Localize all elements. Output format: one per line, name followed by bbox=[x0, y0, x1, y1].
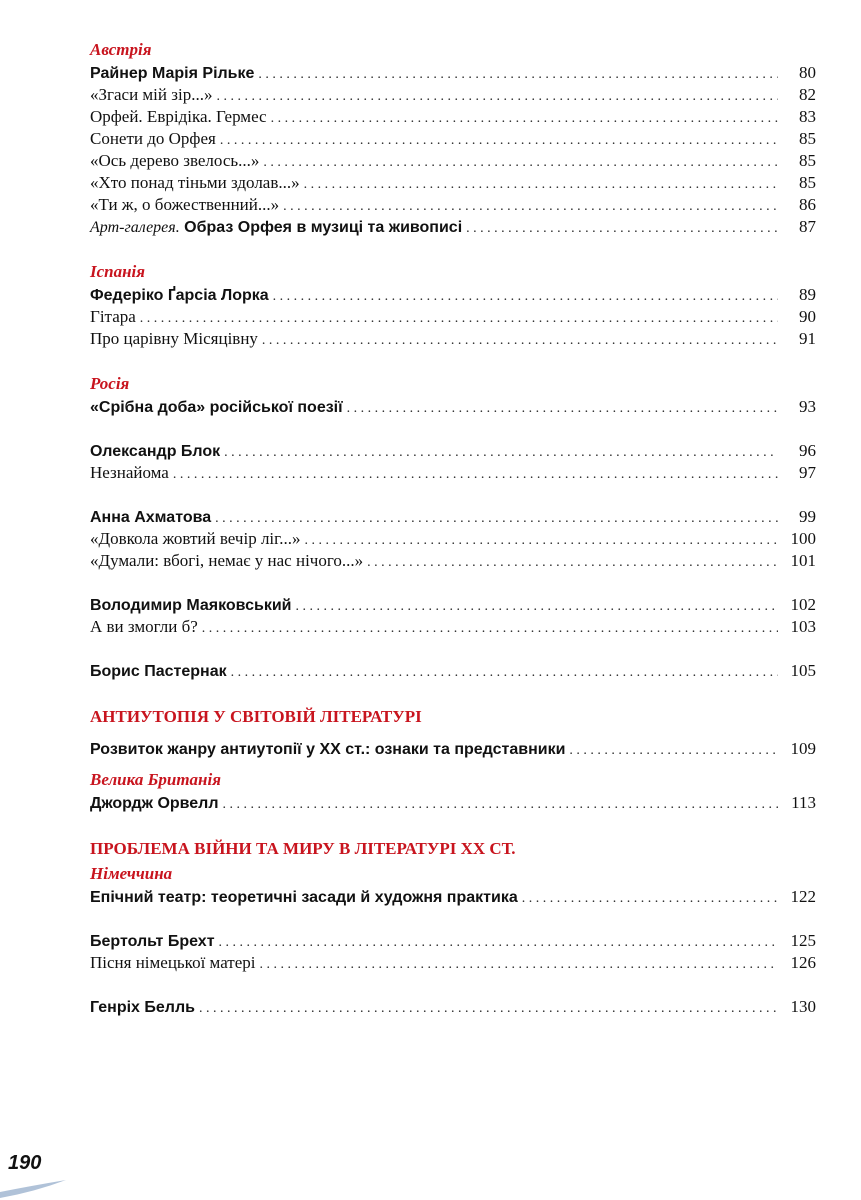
toc-entry-title bbox=[90, 306, 136, 328]
dot-leader bbox=[258, 64, 778, 86]
toc-entry-title-text: Генріх Белль bbox=[90, 999, 195, 1016]
toc-entry-title-text: Сонети до Орфея bbox=[90, 129, 216, 148]
toc-entry-page: 85 bbox=[799, 173, 816, 192]
dot-leader bbox=[263, 152, 778, 174]
toc-entry[interactable] bbox=[90, 62, 816, 84]
toc-entry-title bbox=[90, 661, 227, 683]
spacer bbox=[90, 814, 816, 836]
toc-entry-page: 113 bbox=[791, 793, 816, 812]
toc-entry[interactable] bbox=[90, 550, 816, 572]
toc-entry-title-text: Анна Ахматова bbox=[90, 509, 212, 526]
toc-entry-title-text: «Думали: вбогі, немає у нас нічого...» bbox=[90, 551, 364, 570]
toc-entry[interactable] bbox=[90, 284, 816, 306]
toc-entry-title bbox=[90, 328, 258, 350]
toc-entry-title bbox=[90, 952, 256, 974]
spacer bbox=[90, 974, 816, 996]
spacer bbox=[90, 238, 816, 260]
toc-entry-title bbox=[90, 595, 292, 617]
toc-entry-page: 103 bbox=[790, 617, 816, 636]
dot-leader bbox=[522, 888, 778, 910]
toc-entry-title-text: Володимир Маяковський bbox=[90, 597, 292, 614]
toc-entry-title-text: Розвиток жанру антиутопії у ХХ ст.: ознаки та представники bbox=[90, 741, 566, 758]
section-heading: АНТИУТОПІЯ У СВІТОВІЙ ЛІТЕРАТУРІ bbox=[90, 707, 422, 726]
dot-leader bbox=[262, 330, 778, 352]
country-heading: Німеччина bbox=[90, 864, 173, 883]
toc-entry[interactable] bbox=[90, 930, 816, 952]
toc-entry-page: 96 bbox=[799, 441, 816, 460]
toc-entry[interactable] bbox=[90, 172, 816, 194]
toc-entry-title-text: Федеріко Ґарсіа Лорка bbox=[90, 287, 269, 304]
spacer bbox=[90, 572, 816, 594]
toc-entry-title-text: «Хто понад тіньми здолав...» bbox=[90, 173, 300, 192]
toc-entry-page: 102 bbox=[790, 595, 816, 614]
toc-entry-title bbox=[90, 441, 220, 463]
toc-entry-page: 87 bbox=[799, 217, 816, 236]
dot-leader bbox=[569, 740, 778, 762]
toc-entry-title-text: Гітара bbox=[90, 307, 136, 326]
toc-entry-page: 100 bbox=[790, 529, 816, 548]
dot-leader bbox=[347, 398, 778, 420]
toc-entry-page: 86 bbox=[799, 195, 816, 214]
toc-entry-page: 83 bbox=[799, 107, 816, 126]
toc-entry-page: 80 bbox=[799, 63, 816, 82]
toc-entry[interactable] bbox=[90, 440, 816, 462]
toc-entry-title bbox=[90, 887, 518, 909]
toc-entry-title bbox=[90, 194, 279, 216]
toc-entry[interactable] bbox=[90, 462, 816, 484]
page-number: 190 bbox=[8, 1152, 42, 1174]
dot-leader bbox=[283, 196, 778, 218]
dot-leader bbox=[220, 130, 778, 152]
toc-entry[interactable] bbox=[90, 306, 816, 328]
toc-entry[interactable] bbox=[90, 660, 816, 682]
section-heading: ПРОБЛЕМА ВІЙНИ ТА МИРУ В ЛІТЕРАТУРІ ХХ СТ. bbox=[90, 839, 516, 858]
toc-entry-page: 85 bbox=[799, 151, 816, 170]
dot-leader bbox=[367, 552, 778, 574]
toc-entry-title-text: А ви змогли б? bbox=[90, 617, 198, 636]
toc-entry-title bbox=[90, 931, 215, 953]
toc-entry-page: 91 bbox=[799, 329, 816, 348]
toc-entry-page: 99 bbox=[799, 507, 816, 526]
toc-entry-title-text: «Згаси мій зір...» bbox=[90, 85, 213, 104]
toc-entry[interactable] bbox=[90, 506, 816, 528]
toc-entry-title bbox=[90, 507, 211, 529]
spacer bbox=[90, 484, 816, 506]
toc-entry-page: 130 bbox=[790, 997, 816, 1016]
toc-entry-title bbox=[90, 172, 300, 194]
toc-entry-title-text: Бертольт Брехт bbox=[90, 933, 215, 950]
toc-entry-title-text: Про царівну Місяцівну bbox=[90, 329, 258, 348]
toc-entry-title bbox=[90, 63, 254, 85]
country-heading: Росія bbox=[90, 374, 130, 393]
dot-leader bbox=[296, 596, 778, 618]
dot-leader bbox=[304, 174, 778, 196]
toc-entry-title-text: Пісня німецької матері bbox=[90, 953, 256, 972]
toc-entry-title bbox=[90, 217, 462, 239]
toc-entry-page: 90 bbox=[799, 307, 816, 326]
toc-entry-title-text: Джордж Орвелл bbox=[90, 795, 219, 812]
toc-entry-title-text: Образ Орфея в музиці та живописі bbox=[184, 219, 463, 236]
toc-entry-title bbox=[90, 528, 300, 550]
toc-entry-title bbox=[90, 550, 363, 572]
toc-entry[interactable] bbox=[90, 996, 816, 1018]
toc-entry-page: 105 bbox=[790, 661, 816, 680]
dot-leader bbox=[215, 508, 778, 530]
toc-entry[interactable] bbox=[90, 150, 816, 172]
dot-leader bbox=[304, 530, 778, 552]
toc-entry[interactable] bbox=[90, 594, 816, 616]
dot-leader bbox=[216, 86, 778, 108]
toc-entry-page: 125 bbox=[790, 931, 816, 950]
toc-entry-title bbox=[90, 150, 259, 172]
dot-leader bbox=[173, 464, 778, 486]
toc-entry[interactable] bbox=[90, 128, 816, 150]
spacer bbox=[90, 908, 816, 930]
toc-entry[interactable] bbox=[90, 952, 816, 974]
toc-entry-title bbox=[90, 997, 195, 1019]
toc-entry-page: 82 bbox=[799, 85, 816, 104]
country-heading: Іспанія bbox=[90, 262, 146, 281]
toc-entry-title bbox=[90, 84, 212, 106]
dot-leader bbox=[260, 954, 778, 976]
toc-entry[interactable] bbox=[90, 738, 816, 760]
toc-entry-title-text: «Срібна доба» російської поезії bbox=[90, 399, 343, 416]
toc-entry[interactable] bbox=[90, 328, 816, 350]
toc-entry-page: 97 bbox=[799, 463, 816, 482]
toc-entry[interactable] bbox=[90, 194, 816, 216]
dot-leader bbox=[219, 932, 778, 954]
dot-leader bbox=[199, 998, 778, 1020]
toc-entry-title bbox=[90, 285, 269, 307]
dot-leader bbox=[271, 108, 778, 130]
toc-entry[interactable] bbox=[90, 886, 816, 908]
dot-leader bbox=[466, 218, 778, 240]
dot-leader bbox=[140, 308, 778, 330]
toc-entry-prefix: Арт-галерея. bbox=[90, 219, 180, 236]
toc-entry-title-text: Епічний театр: теоретичні засади й художня практика bbox=[90, 889, 518, 906]
dot-leader bbox=[202, 618, 778, 640]
spacer bbox=[90, 418, 816, 440]
dot-leader bbox=[224, 442, 778, 464]
toc-entry[interactable] bbox=[90, 84, 816, 106]
spacer bbox=[90, 682, 816, 704]
toc-entry-title bbox=[90, 462, 169, 484]
toc-entry[interactable] bbox=[90, 396, 816, 418]
spacer bbox=[90, 350, 816, 372]
toc-entry-title bbox=[90, 793, 219, 815]
toc-entry-title-text: «Ти ж, о божественний...» bbox=[90, 195, 280, 214]
toc-entry[interactable] bbox=[90, 792, 816, 814]
country-heading: Велика Британія bbox=[90, 770, 221, 789]
toc-entry-title bbox=[90, 397, 343, 419]
toc-entry-title-text: Борис Пастернак bbox=[90, 663, 227, 680]
dot-leader bbox=[273, 286, 778, 308]
toc-entry[interactable] bbox=[90, 106, 816, 128]
toc-entry-title bbox=[90, 106, 267, 128]
toc-entry-page: 85 bbox=[799, 129, 816, 148]
spacer bbox=[90, 638, 816, 660]
toc-entry-title-text: Олександр Блок bbox=[90, 443, 221, 460]
toc-entry-page: 89 bbox=[799, 285, 816, 304]
toc-entry[interactable] bbox=[90, 528, 816, 550]
dot-leader bbox=[223, 794, 778, 816]
toc-entry-page: 122 bbox=[790, 887, 816, 906]
toc-entry[interactable] bbox=[90, 616, 816, 638]
toc-entry-title-text: Райнер Марія Рільке bbox=[90, 65, 255, 82]
dot-leader bbox=[231, 662, 778, 684]
toc-entry-title bbox=[90, 739, 565, 761]
toc-entry-title-text: «Ось дерево звелось...» bbox=[90, 151, 260, 170]
toc-entry-page: 109 bbox=[790, 739, 816, 758]
country-heading: Австрія bbox=[90, 40, 152, 59]
toc-entry-page: 101 bbox=[790, 551, 816, 570]
toc-entry-page: 126 bbox=[790, 953, 816, 972]
spacer bbox=[90, 730, 816, 738]
decorative-swoosh-icon bbox=[0, 1178, 70, 1200]
toc-entry-page: 93 bbox=[799, 397, 816, 416]
table-of-contents bbox=[90, 38, 816, 1018]
toc-entry[interactable] bbox=[90, 216, 816, 238]
toc-entry-title-text: «Довкола жовтий вечір ліг...» bbox=[90, 529, 301, 548]
toc-entry-title bbox=[90, 616, 198, 638]
toc-entry-title-text: Незнайома bbox=[90, 463, 169, 482]
toc-entry-title bbox=[90, 128, 216, 150]
toc-entry-title-text: Орфей. Еврідіка. Гермес bbox=[90, 107, 267, 126]
